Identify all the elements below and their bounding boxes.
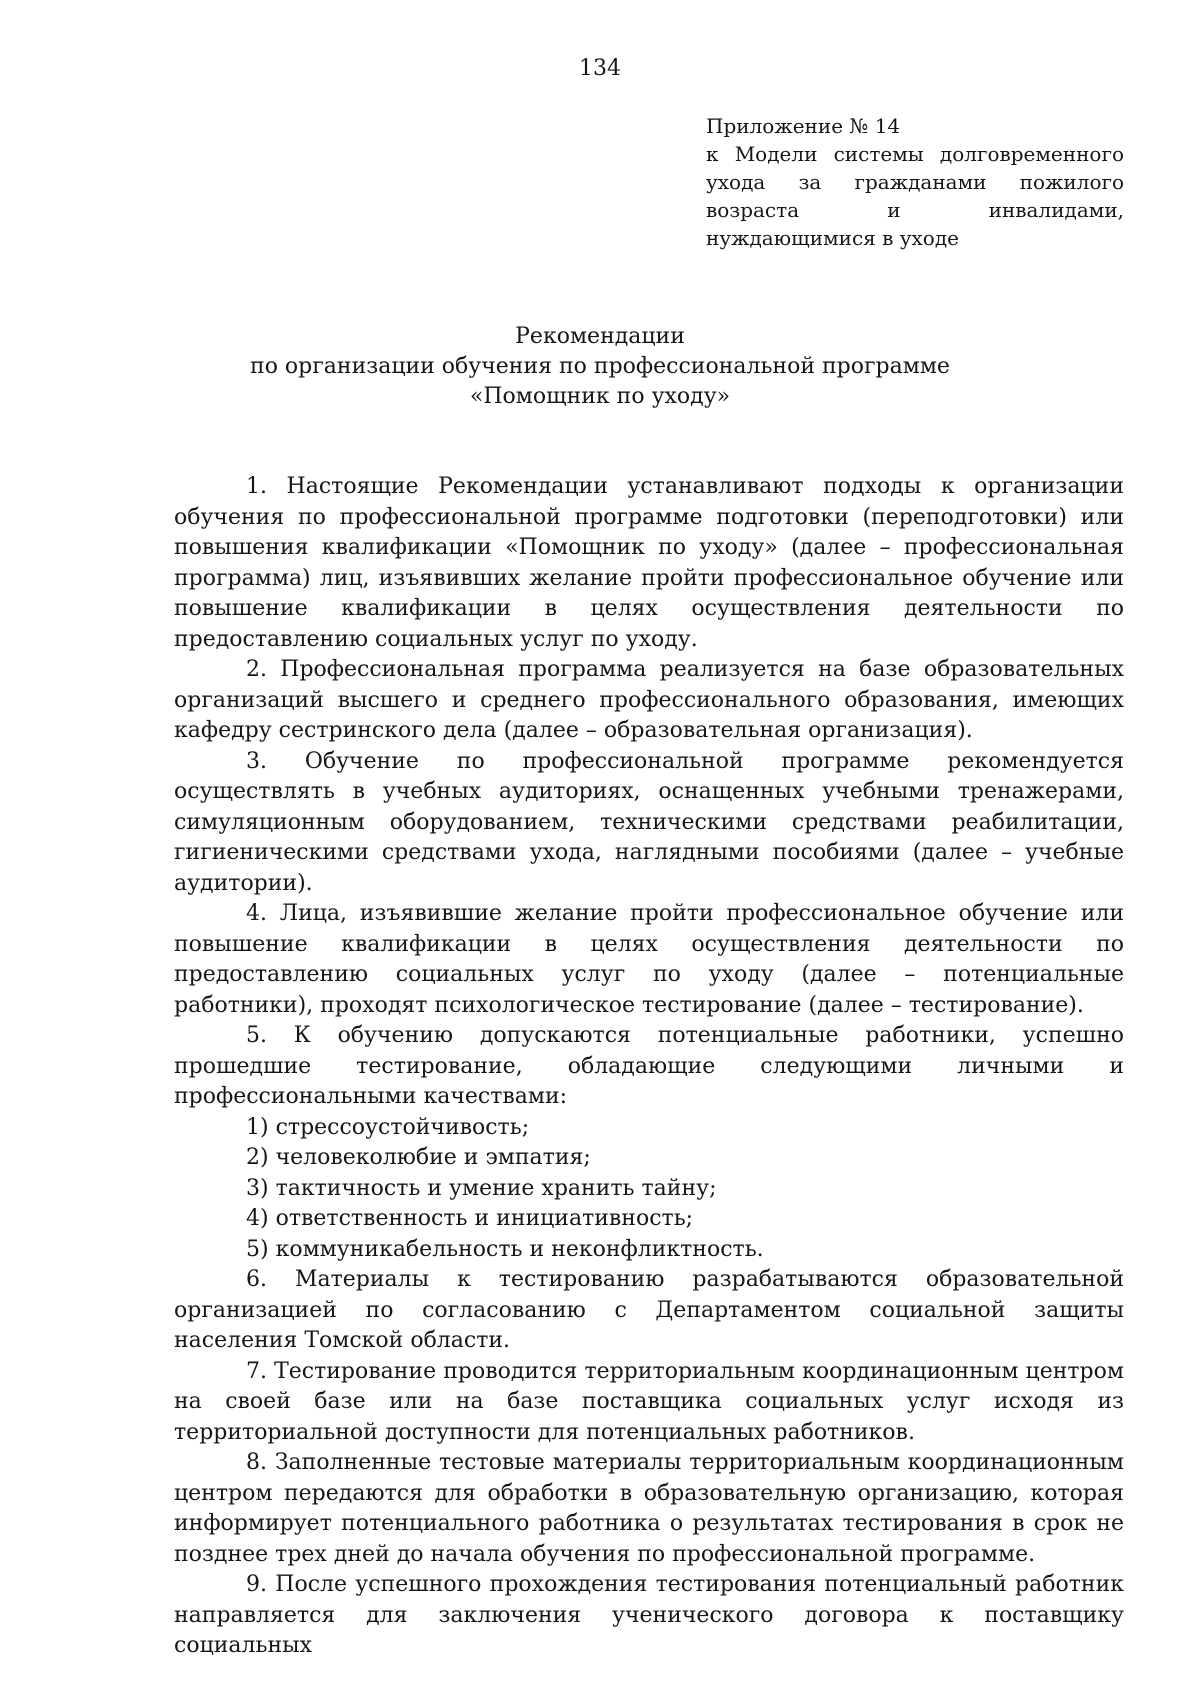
quality-item-3: 3) тактичность и умение хранить тайну; <box>246 1175 717 1201</box>
page-number: 134 <box>579 56 621 81</box>
paragraph-4: 4. Лица, изъявившие желание пройти профессиональное обучение или повышение квалификации в целях осуществления деятельности по предоставлению социальных услуг по уходу (далее – потенциальные работники), проходят психологическое тестирование (далее – тестирование). <box>174 901 1124 1018</box>
appendix-text: к Модели системы долговременного ухода за гражданами пожилого возраста и инвалидами, нуждающимися в уходе <box>706 142 1124 250</box>
quality-item-4: 4) ответственность и инициативность; <box>246 1206 694 1231</box>
appendix-label: Приложение № 14 <box>706 114 901 138</box>
quality-item-1: 1) стрессоустойчивость; <box>246 1114 530 1140</box>
paragraph-9: 9. После успешного прохождения тестирования потенциальный работник направляется для заключения ученического договора к поставщику социальных <box>174 1572 1124 1658</box>
appendix-block <box>706 112 1124 252</box>
paragraph-2: 2. Профессиональная программа реализуется на базе образовательных организаций высшего и среднего профессионального образования, имеющих кафедру сестринского дела (далее – образовательная организация). <box>174 657 1124 743</box>
title-line-3: «Помощник по уходу» <box>469 384 731 409</box>
quality-item-2: 2) человеколюбие и эмпатия; <box>246 1145 591 1170</box>
paragraph-3: 3. Обучение по профессиональной программе рекомендуется осуществлять в учебных аудиториях, оснащенных учебными тренажерами, симуляционным оборудованием, техническими средствами реабилитации, гигиеническими средствами ухода, наглядными пособиями (далее – учебные аудитории). <box>174 748 1124 896</box>
title-line-1: Рекомендации <box>515 324 685 349</box>
document-title <box>0 322 1200 412</box>
title-line-2: по организации обучения по профессиональной программе <box>250 354 950 379</box>
paragraph-7: 7. Тестирование проводится территориальным координационным центром на своей базе или на базе поставщика социальных услуг исходя из территориальной доступности для потенциальных работников. <box>174 1358 1124 1445</box>
paragraph-8: 8. Заполненные тестовые материалы территориальным координационным центром передаются для обработки в образовательную организацию, которая информирует потенциального работника о результатах тестирования в срок не позднее трех дней до начала обучения по профессиональной программе. <box>174 1450 1124 1567</box>
paragraph-1: 1. Настоящие Рекомендации устанавливают подходы к организации обучения по профессиональной программе подготовки (переподготовки) или повышения квалификации «Помощник по уходу» (далее – профессиональная программа) лиц, изъявивших желание пройти профессиональное обучение или повышение квалификации в целях осуществления деятельности по предоставлению социальных услуг по уходу. <box>174 474 1124 652</box>
paragraph-6: 6. Материалы к тестированию разрабатываются образовательной организацией по согласованию с Департаментом социальной защиты населения Томской области. <box>174 1267 1124 1353</box>
paragraph-5: 5. К обучению допускаются потенциальные работники, успешно прошедшие тестирование, обладающие следующими личными и профессиональными качествами: <box>174 1023 1124 1109</box>
quality-item-5: 5) коммуникабельность и неконфликтность. <box>246 1236 764 1262</box>
document-body <box>174 472 1124 1662</box>
